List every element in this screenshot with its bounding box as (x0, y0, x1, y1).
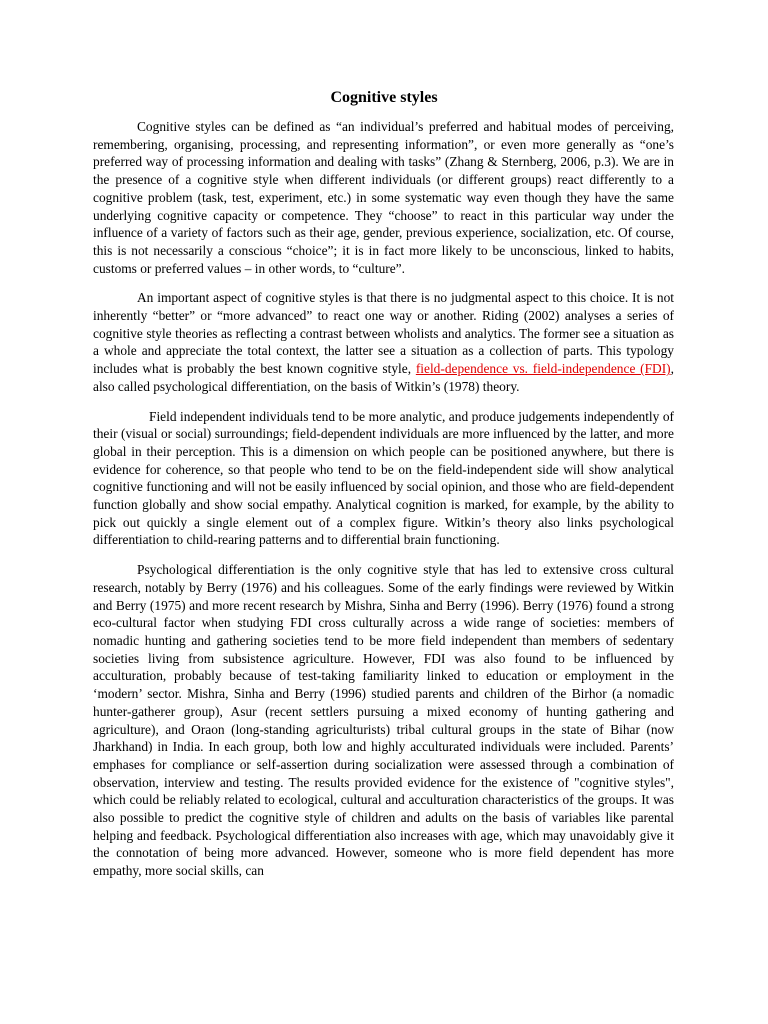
paragraph-judgment-text: An important aspect of cognitive styles is that there is no judgmental aspect to this choice. It is not inherently “better” or “more advanced” to react one way or another. Riding (2002) analyses a series of cognitive style theories as reflecting a contrast between wholists and analytics. The former see a situation as a whole and appreciate the total context, the latter see a situation as a collection of parts. This typology includes what is probably the best known cognitive style, (93, 290, 674, 377)
document-body (93, 118, 674, 892)
page-title: Cognitive styles (330, 89, 438, 106)
paragraph-field-independent: Field independent individuals tend to be more analytic, and produce judgements independently of their (visual or social) surroundings; field-dependent individuals are more influenced by the latter, and more global in their perception. This is a dimension on which people can be positioned anywhere, but there is evidence for coherence, so that people who tend to be on the field-independent side will show analytical cognitive functioning and will not be easily influenced by social opinion, and those who are field-dependent function globally and show social empathy. Analytical cognition is marked, for example, by the ability to pick out quickly a single element out of a complex figure. Witkin’s theory also links psychological differentiation to child-rearing patterns and to differential brain functioning. (93, 408, 674, 548)
fdi-link[interactable]: field-dependence vs. field-independence (FDI) (415, 361, 671, 377)
paragraph-definition: Cognitive styles can be defined as “an individual’s preferred and habitual modes of perceiving, remembering, organising, processing, and representing information”, or even more generally as “one’s preferred way of processing information and dealing with tasks” (Zhang & Sternberg, 2006, p.3). We are in the presence of a cognitive style when different individuals (or different groups) react differently to a cognitive problem (task, test, experiment, etc.) in some systematic way even though they have the same underlying cognitive capacity or competence. They “choose” to react in this particular way under the influence of a variety of factors such as their age, gender, previous experience, socialization, etc. Of course, this is not necessarily a conscious “choice”; it is in fact more likely to be unconscious, linked to habits, customs or preferred values – in other words, to “culture”. (93, 119, 674, 276)
paragraph-differentiation: Psychological differentiation is the only cognitive style that has led to extensive cross cultural research, notably by Berry (1976) and his colleagues. Some of the early findings were reviewed by Witkin and Berry (1975) and more recent research by Mishra, Sinha and Berry (1996). Berry (1976) found a strong eco-cultural factor when studying FDI cross culturally across a wide range of societies: members of nomadic hunting and gathering societies tend to be more field independent than members of sedentary societies living from subsistence agriculture. However, FDI was also found to be influenced by acculturation, probably because of test-taking familiarity linked to education or employment in the ‘modern’ sector. Mishra, Sinha and Berry (1996) studied parents and children of the Birhor (a nomadic hunter-gatherer group), Asur (recent settlers pursuing a mixed economy of hunting gathering and agriculture), and Oraon (long-standing agriculturists) tribal cultural groups in the state of Bihar (now Jharkhand) in India. In each group, both low and highly acculturated individuals were included. Parents’ emphases for compliance or self-assertion during socialization were assessed through a combination of observation, interview and testing. The results provided evidence for the existence of "cognitive styles", which could be reliably related to ecological, cultural and acculturation characteristics of the groups. It was also possible to predict the cognitive style of children and adults on the basis of variables like parental helping and feedback. Psychological differentiation also increases with age, which may unavoidably give it the connotation of being more advanced. However, someone who is more field dependent has more empathy, more social skills, can (93, 562, 674, 879)
paragraph-judgment-text-end: , also called psychological differentiation, on the basis of Witkin’s (1978) theory. (93, 361, 674, 394)
paragraph-judgment (93, 289, 674, 395)
